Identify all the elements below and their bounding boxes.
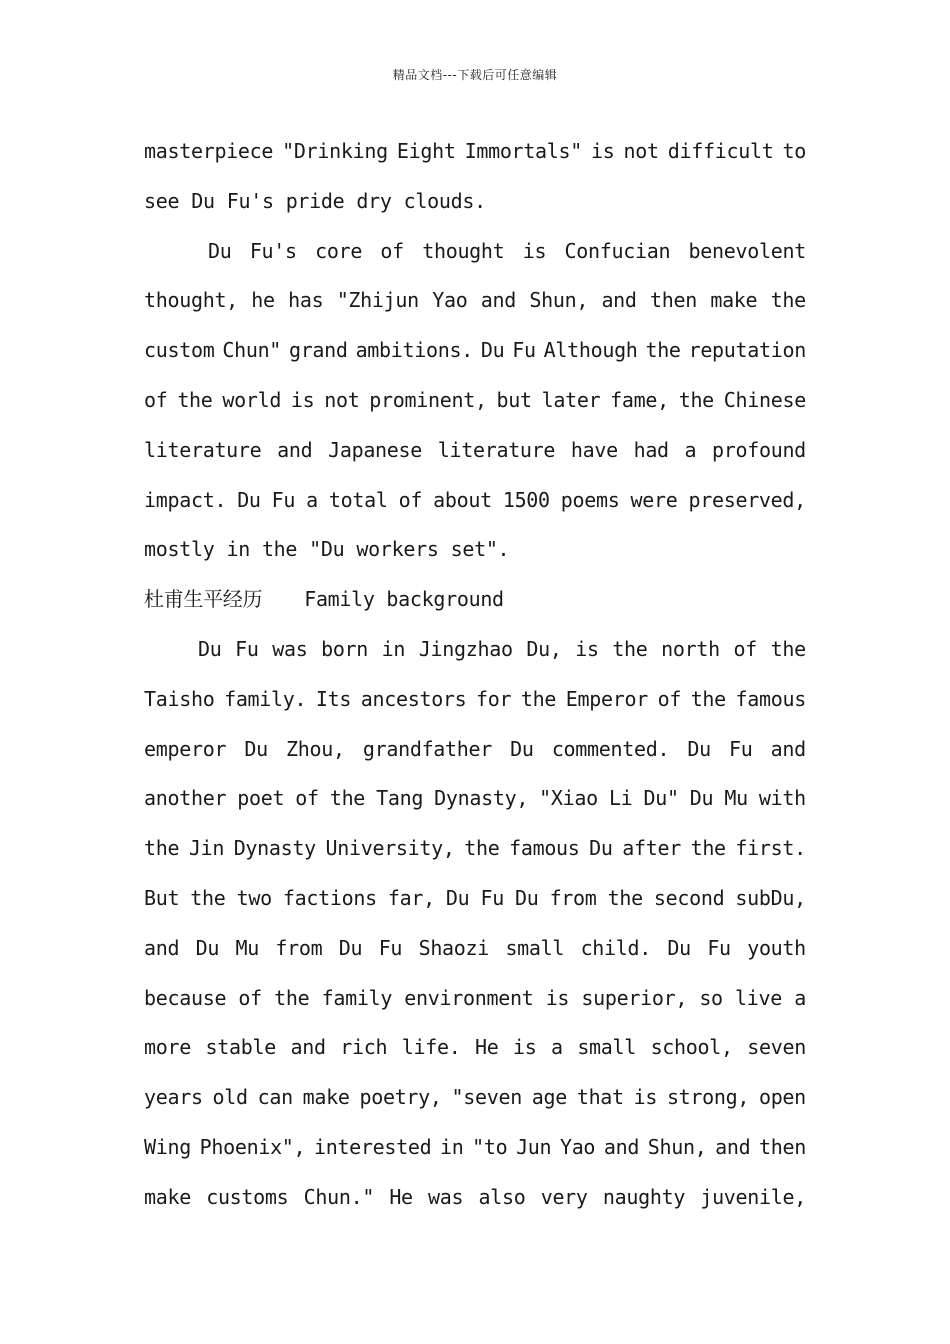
word: open: [758, 1085, 806, 1110]
word: of: [733, 636, 757, 661]
word: and: [144, 935, 180, 960]
word: Confucian: [564, 238, 671, 263]
word: Emperor: [565, 686, 648, 711]
word: Fu: [729, 736, 753, 761]
word: is: [591, 139, 615, 163]
word: Fu: [271, 487, 296, 512]
word: literature: [437, 437, 556, 462]
word: with: [758, 786, 806, 811]
word: a: [794, 985, 806, 1010]
word: He: [475, 1035, 499, 1060]
word: the: [770, 636, 806, 661]
word: "Zhijun: [336, 288, 419, 313]
word: of: [380, 238, 404, 263]
text-line: [144, 227, 806, 277]
word: child.: [580, 935, 652, 960]
word: Shaozi: [418, 935, 490, 960]
word: not: [623, 139, 659, 163]
word: Chun": [222, 338, 282, 363]
word: masterpiece: [144, 139, 274, 163]
word: Jingzhao: [418, 636, 513, 661]
word: but: [496, 387, 532, 412]
word: Fu: [235, 636, 259, 661]
word: in: [226, 537, 250, 562]
word: Du: [195, 935, 220, 960]
text-line: [144, 924, 806, 974]
word: far,: [387, 885, 435, 910]
word: is: [633, 1085, 658, 1110]
word: impact.: [144, 487, 227, 512]
word: of: [238, 985, 262, 1010]
text-line: [144, 476, 806, 526]
word: that: [576, 1085, 624, 1110]
word: had: [633, 437, 669, 462]
text-line: [144, 376, 806, 426]
word: world: [222, 387, 282, 412]
word: workers: [356, 537, 439, 562]
word: thought: [422, 238, 505, 263]
word: ancestors: [360, 686, 467, 711]
word: Du: [237, 487, 261, 512]
word: fame,: [610, 387, 669, 412]
word: Du: [198, 636, 222, 661]
word: benevolent: [688, 238, 806, 263]
word: make: [710, 288, 758, 313]
word: Shun,: [647, 1134, 707, 1159]
word: Du: [191, 188, 215, 213]
word: two: [236, 885, 272, 910]
word: famous: [735, 686, 806, 711]
word: live: [735, 985, 782, 1010]
word: have: [570, 437, 618, 462]
word: north: [661, 636, 720, 661]
word: of: [398, 487, 423, 512]
word: very: [540, 1184, 588, 1209]
word: interested: [313, 1134, 432, 1159]
word: mostly: [144, 537, 215, 562]
word: pride: [285, 188, 345, 213]
word: 1500: [502, 487, 550, 512]
word: is: [545, 985, 570, 1010]
word: and: [603, 1134, 640, 1159]
word: and: [480, 288, 517, 313]
word: Du: [687, 736, 711, 761]
word: difficult: [667, 139, 774, 163]
word: "Drinking: [282, 139, 388, 163]
word: for: [476, 686, 512, 711]
text-line: [144, 874, 806, 924]
word: is: [290, 387, 315, 412]
word: Taisho: [144, 686, 215, 711]
word: of: [144, 387, 168, 412]
text-line: [144, 774, 806, 824]
word: Phoenix",: [199, 1134, 306, 1159]
word: Du: [208, 238, 232, 263]
word: reputation: [688, 338, 806, 363]
word: in: [440, 1134, 464, 1159]
word: factions: [282, 885, 377, 910]
text-line: [144, 625, 806, 675]
text-line: [144, 1173, 806, 1223]
word: the: [645, 338, 681, 363]
word: the: [261, 537, 298, 562]
word: more: [144, 1035, 191, 1060]
word: years: [144, 1085, 203, 1110]
word: Mu: [235, 935, 260, 960]
text-line: [144, 675, 806, 725]
word: thought,: [144, 288, 238, 313]
word: Mu: [724, 786, 748, 811]
word: another: [144, 786, 227, 811]
word: grandfather: [362, 736, 493, 761]
word: emperor: [144, 736, 227, 761]
word: core: [315, 238, 363, 263]
word: the: [274, 985, 310, 1010]
word: poems: [560, 487, 620, 512]
word: about: [433, 487, 492, 512]
word: famous: [509, 836, 580, 861]
word: the: [678, 387, 714, 412]
word: clouds.: [403, 188, 486, 213]
word: a: [306, 487, 318, 512]
word: born: [321, 636, 369, 661]
word: Dynasty: [233, 836, 316, 861]
word: Fu's: [249, 238, 297, 263]
word: age: [531, 1085, 567, 1110]
word: life.: [401, 1035, 461, 1060]
word: Immortals": [464, 139, 583, 163]
word: old: [212, 1085, 248, 1110]
word: Eight: [396, 139, 456, 163]
word: stable: [205, 1035, 276, 1060]
word: after: [622, 836, 681, 861]
text-line: [144, 525, 806, 575]
word: to: [782, 139, 806, 163]
word: Du: [338, 935, 363, 960]
word: Chinese: [723, 387, 806, 412]
word: Wing: [144, 1134, 191, 1159]
word: set".: [450, 537, 510, 562]
word: poetry,: [359, 1085, 442, 1110]
word: profound: [712, 437, 806, 462]
word: literature: [144, 437, 262, 462]
word: superior,: [581, 985, 688, 1010]
text-line: [144, 177, 806, 227]
word: Du: [510, 736, 534, 761]
word: the: [329, 786, 366, 811]
word: Fu: [378, 935, 403, 960]
word: juvenile,: [700, 1184, 806, 1209]
word: "to: [472, 1134, 508, 1159]
word: Du": [643, 786, 679, 811]
word: from: [275, 935, 323, 960]
word: ambitions.: [355, 338, 473, 363]
word: He: [389, 1184, 413, 1209]
word: Zhou,: [285, 736, 345, 761]
word: the: [607, 885, 643, 910]
word: of: [657, 686, 682, 711]
word: preserved,: [688, 487, 806, 512]
word: of: [295, 786, 319, 811]
word: "Du: [309, 537, 345, 562]
word: rich: [340, 1035, 388, 1060]
word: and: [601, 288, 637, 313]
word: later: [541, 387, 601, 412]
word: the: [520, 686, 557, 711]
word: school,: [650, 1035, 733, 1060]
word: see: [144, 188, 180, 213]
word: then: [650, 288, 697, 313]
word: the: [690, 836, 726, 861]
word: naughty: [602, 1184, 686, 1209]
word: custom: [144, 338, 215, 363]
word: make: [144, 1184, 191, 1209]
word: Fu's: [226, 188, 274, 213]
word: Fu: [512, 338, 536, 363]
word: Shun,: [529, 288, 589, 313]
word: seven: [747, 1035, 806, 1060]
text-line: [144, 1023, 806, 1073]
document-body: [144, 127, 806, 1223]
word: the: [464, 836, 500, 861]
word: Its: [315, 686, 352, 711]
word: first.: [735, 836, 806, 861]
text-line: [144, 824, 806, 874]
word: Du: [589, 836, 613, 861]
word: then: [759, 1134, 806, 1159]
word: strong,: [666, 1085, 750, 1110]
word: not: [324, 387, 360, 412]
word: and: [770, 736, 806, 761]
word: was: [272, 636, 308, 661]
word: Du: [244, 736, 268, 761]
text-line: [144, 127, 806, 177]
word: small: [505, 935, 565, 960]
word: poet: [237, 786, 285, 811]
word: the: [190, 885, 226, 910]
word: Jin: [188, 836, 225, 861]
word: family.: [224, 686, 307, 711]
word: Chun.": [303, 1184, 375, 1209]
word: can: [257, 1085, 293, 1110]
word: Fu: [707, 935, 731, 960]
word: total: [328, 487, 388, 512]
word: Yao: [432, 288, 468, 313]
word: and: [715, 1134, 751, 1159]
word: the: [144, 836, 180, 861]
word: Although: [543, 338, 638, 363]
word: second: [653, 885, 725, 910]
word: Jun: [516, 1134, 552, 1159]
word: the: [177, 387, 213, 412]
word: Japanese: [328, 437, 423, 462]
word: in: [381, 636, 406, 661]
word: Tang: [376, 786, 424, 811]
word: University,: [325, 836, 455, 861]
word: the: [770, 288, 806, 313]
word: a: [684, 437, 697, 462]
heading-chinese: 杜甫生平经历: [144, 587, 263, 612]
word: "Xiao: [539, 786, 598, 811]
word: subDu,: [735, 885, 806, 910]
word: Du: [667, 935, 691, 960]
word: the: [690, 686, 726, 711]
word: was: [428, 1184, 464, 1209]
text-line: [144, 725, 806, 775]
word: commented.: [551, 736, 670, 761]
word: "seven: [451, 1085, 522, 1110]
word: Du: [515, 885, 539, 910]
word: Fu: [480, 885, 504, 910]
word: small: [577, 1035, 637, 1060]
word: grand: [288, 338, 348, 363]
word: Du,: [526, 636, 562, 661]
word: environment: [404, 985, 534, 1010]
word: because: [144, 985, 227, 1010]
word: he: [251, 288, 275, 313]
word: customs: [206, 1184, 289, 1209]
word: the: [612, 636, 648, 661]
word: family: [321, 985, 393, 1010]
word: has: [288, 288, 324, 313]
word: prominent,: [369, 387, 487, 412]
word: is: [575, 636, 599, 661]
page-header: 精品文档---下载后可任意编辑: [392, 68, 558, 82]
word: Li: [608, 786, 633, 811]
text-line: [144, 974, 806, 1024]
word: Du: [480, 338, 505, 363]
word: so: [699, 985, 723, 1010]
word: But: [144, 885, 180, 910]
word: and: [290, 1035, 326, 1060]
text-line: [144, 1123, 806, 1173]
word: dry: [356, 188, 392, 213]
text-line: [144, 326, 806, 376]
word: Dynasty,: [434, 786, 529, 811]
section-heading: [144, 575, 806, 625]
word: youth: [747, 935, 806, 960]
word: Du: [689, 786, 714, 811]
word: also: [478, 1184, 526, 1209]
text-line: [144, 1073, 806, 1123]
word: from: [549, 885, 597, 910]
word: Du: [445, 885, 470, 910]
text-line: [144, 426, 806, 476]
word: is: [513, 1035, 537, 1060]
word: and: [277, 437, 313, 462]
word: were: [630, 487, 678, 512]
word: Yao: [559, 1134, 596, 1159]
word: make: [302, 1085, 350, 1110]
text-line: [144, 276, 806, 326]
heading-english: Family background: [304, 587, 504, 612]
word: is: [522, 238, 547, 263]
word: a: [551, 1035, 563, 1060]
